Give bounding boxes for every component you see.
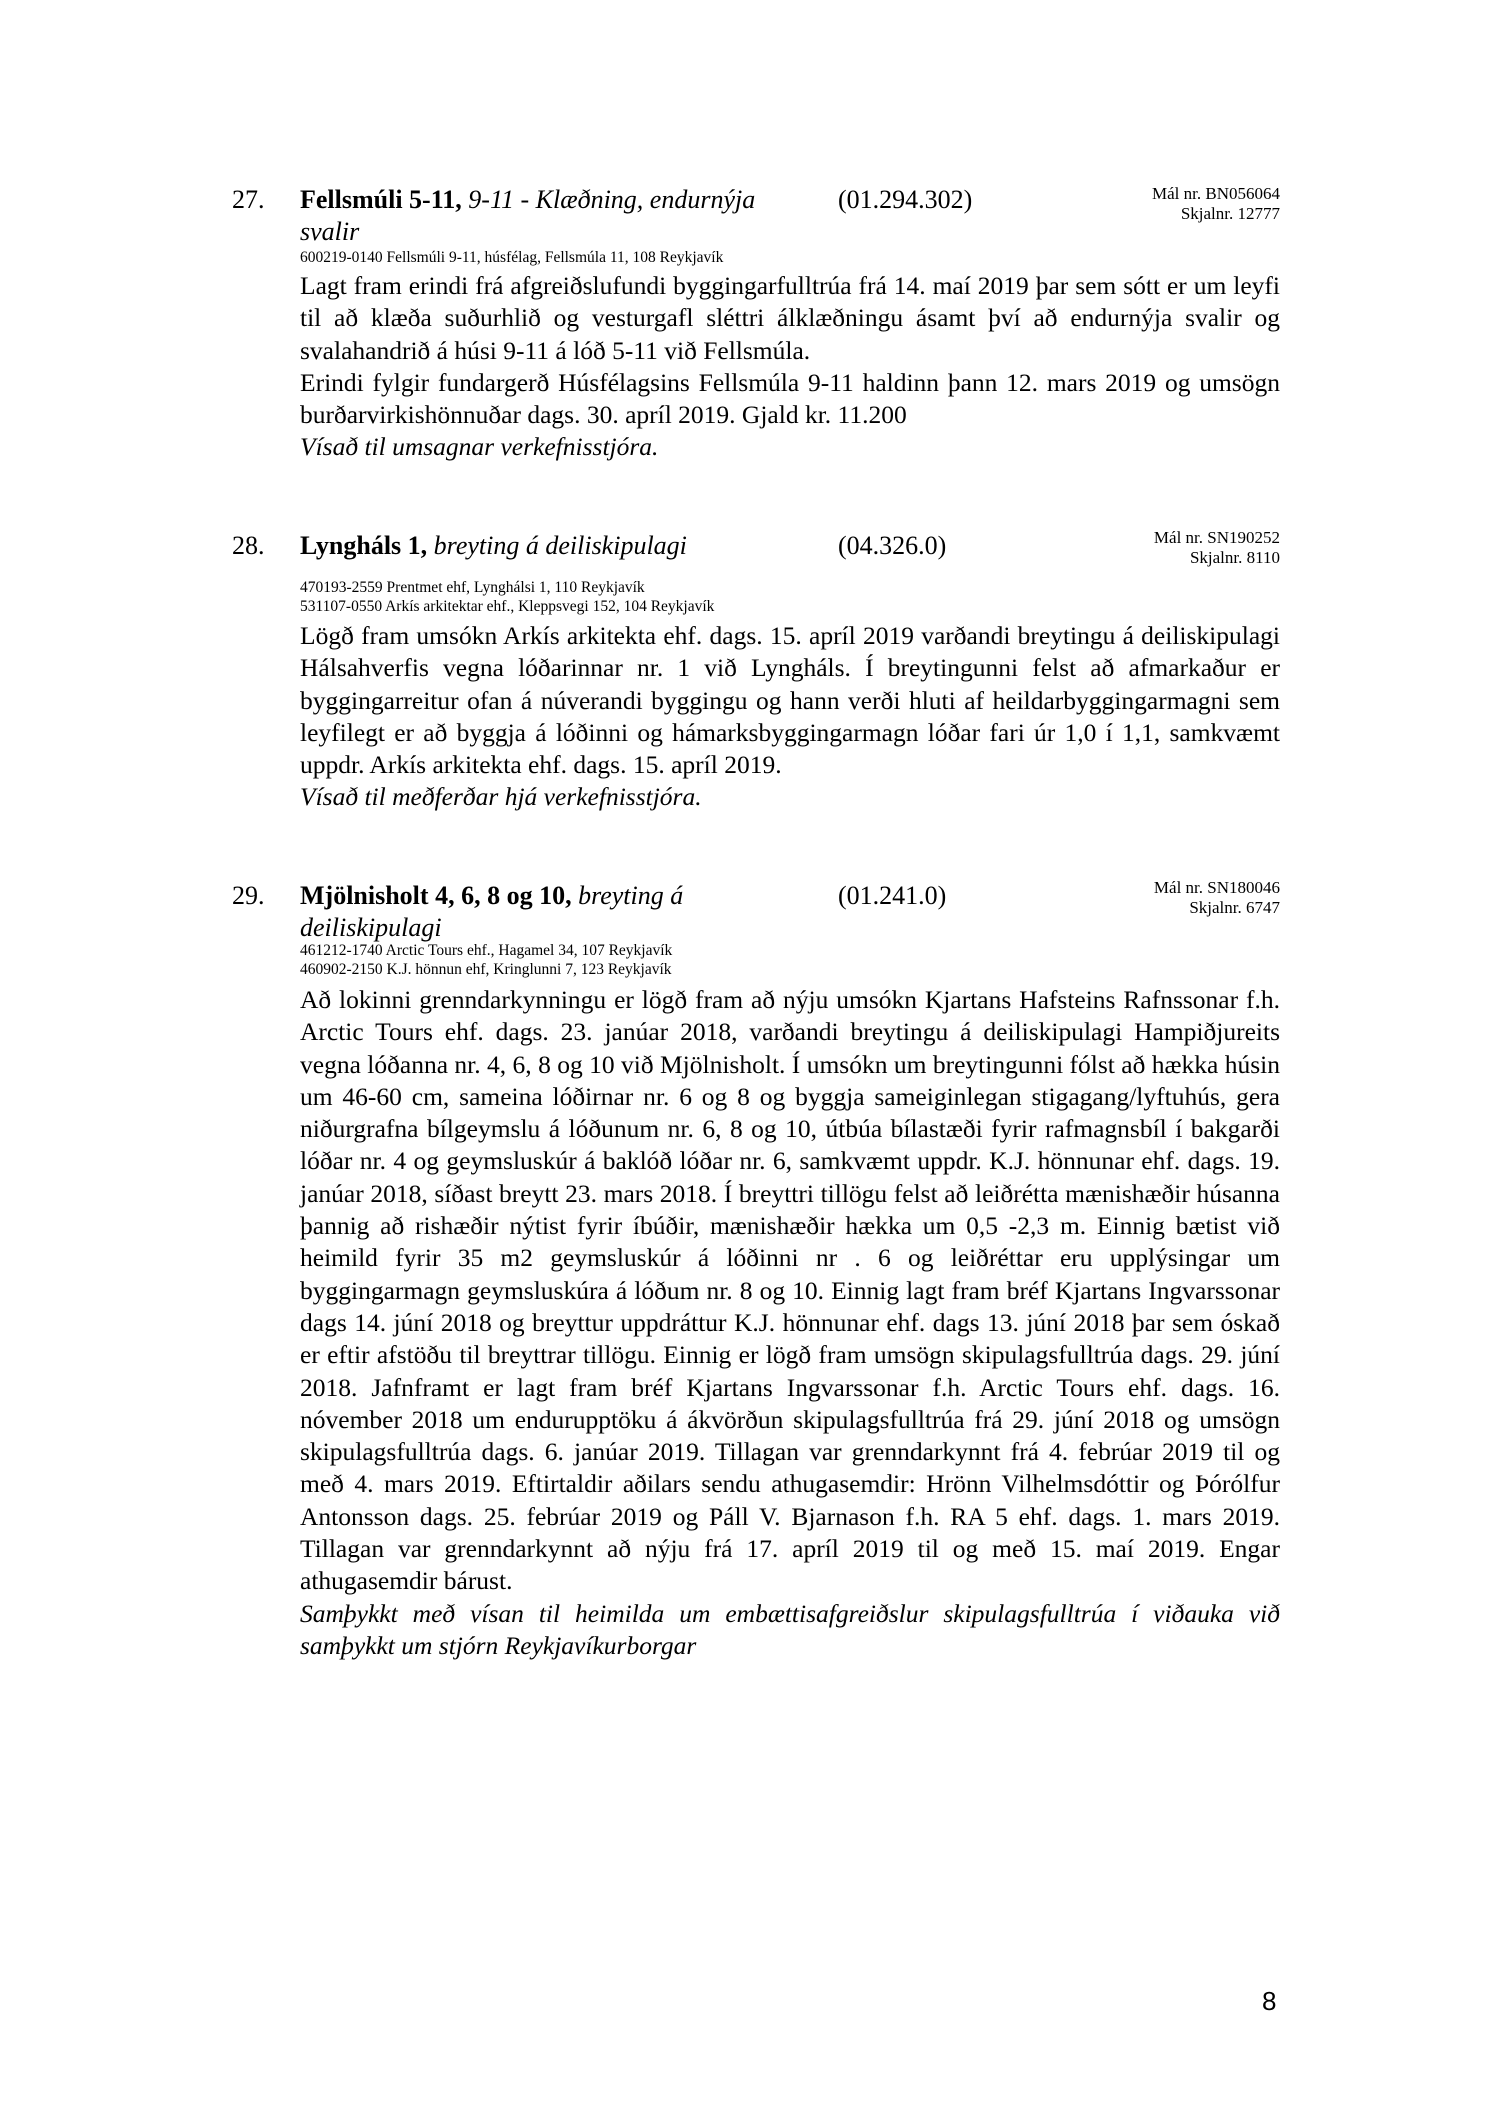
document-number: Skjalnr. 8110: [1189, 548, 1280, 567]
item-subject: breyting á deiliskipulagi: [300, 881, 684, 942]
item-body: [300, 620, 1280, 814]
item-body: [300, 984, 1280, 1662]
item-number: 28.: [232, 531, 265, 560]
case-number: Mál nr. BN056064: [1152, 184, 1280, 203]
applicant: 461212-1740 Arctic Tours ehf., Hagamel 34, 107 Reykjavík: [300, 942, 673, 959]
item-address: Lyngháls 1,: [300, 531, 428, 560]
applicant-list: [300, 248, 723, 267]
decision-text: Samþykkt með vísan til heimilda um embættisafgreiðslur skipulagsfulltrúa í viðauka við samþykkt um stjórn Reykjavíkurborgar: [300, 1598, 1280, 1660]
item-subject: 9-11 - Klæðning, endurnýja svalir: [300, 185, 756, 246]
case-number: Mál nr. SN180046: [1153, 878, 1280, 897]
case-reference: [1152, 184, 1280, 224]
item-number: 27.: [232, 185, 265, 214]
item-subject: breyting á deiliskipulagi: [427, 531, 687, 560]
case-number: Mál nr. SN190252: [1153, 528, 1280, 547]
land-code: (04.326.0): [838, 531, 947, 560]
applicant-list: [300, 578, 714, 616]
item-title: [300, 530, 800, 562]
case-reference: [1154, 528, 1280, 568]
document-number: Skjalnr. 6747: [1189, 898, 1280, 917]
item-number: 29.: [232, 881, 265, 910]
decision-text: Vísað til meðferðar hjá verkefnisstjóra.: [300, 782, 702, 812]
body-paragraph: Að lokinni grenndarkynningu er lögð fram að nýju umsókn Kjartans Hafsteins Rafnssonar f.h. Arctic Tours ehf. dags. 23. janúar 2018, varðandi breytingu á deiliskipulagi Hampiðjureits vegna lóðanna nr. 4, 6, 8 og 10 við Mjölnisholt. Í umsókn um breytingunni fólst að hækka húsin um 46-60 cm, sameina lóðirnar nr. 6 og 8 og byggja sameiginlegan stigagang/lyftuhús, gera niðurgrafna bílgeymslu á lóðunum nr. 6, 8 og 10, útbúa bílastæði fyrir rafmagnsbíl í bakgarði lóðar nr. 4 og geymsluskúr á baklóð lóðar nr. 6, samkvæmt uppdr. K.J. hönnunar ehf. dags. 19. janúar 2018, síðast breytt 23. mars 2018. Í breyttri tillögu felst að leiðrétta mænishæðir húsanna þannig að rishæðir nýtist fyrir íbúðir, mænishæðir hækka um 0,5 -2,3 m. Einnig bætist við heimild fyrir 35 m2 geymsluskúr á lóðinni nr . 6 og leiðréttar eru upplýsingar um byggingarmagn geymsluskúra á lóðum nr. 8 og 10. Einnig lagt fram bréf Kjartans Ingvarssonar dags 14. júní 2018 og breyttur uppdráttur K.J. hönnunar ehf. dags 13. júní 2018 þar sem óskað er eftir afstöðu til breyttrar tillögu. Einnig er lögð fram umsögn skipulagsfulltrúa dags. 29. júní 2018. Jafnframt er lagt fram bréf Kjartans Ingvarssonar f.h. Arctic Tours ehf. dags. 16. nóvember 2018 um endurupptöku á ákvörðun skipulagsfulltrúa frá 29. júní 2018 og umsögn skipulagsfulltrúa dags. 6. janúar 2019. Tillagan var grenndarkynnt frá 4. febrúar 2019 til og með 4. mars 2019. Eftirtaldir aðilars sendu athugasemdir: Hrönn Vilhelmsdóttir og Þórólfur Antonsson dags. 25. febrúar 2019 og Páll V. Bjarnason f.h. RA 5 ehf. dags. 1. mars 2019. Tillagan var grenndarkynnt að nýju frá 17. apríl 2019 til og með 15. maí 2019. Engar athugasemdir bárust.: [300, 985, 1280, 1596]
item-title: [300, 880, 720, 944]
body-paragraph: Erindi fylgir fundargerð Húsfélagsins Fellsmúla 9-11 haldinn þann 12. mars 2019 og umsögn burðarvirkishönnuðar dags. 30. apríl 2019. Gjald kr. 11.200: [300, 367, 1280, 430]
item-address: Fellsmúli 5-11,: [300, 185, 462, 214]
body-paragraph: Lagt fram erindi frá afgreiðslufundi byggingarfulltrúa frá 14. maí 2019 þar sem sótt er um leyfi til að klæða suðurhlið og vesturgafl sléttri álklæðningu ásamt því að endurnýja svalir og svalahandrið á húsi 9-11 á lóð 5-11 við Fellsmúla.: [300, 271, 1280, 365]
item-address: Mjölnisholt 4, 6, 8 og 10,: [300, 881, 572, 910]
decision-text: Vísað til umsagnar verkefnisstjóra.: [300, 432, 659, 462]
land-code: (01.294.302): [838, 185, 973, 214]
applicant-list: [300, 941, 672, 979]
item-body: [300, 270, 1280, 464]
applicant: 600219-0140 Fellsmúli 9-11, húsfélag, Fellsmúla 11, 108 Reykjavík: [300, 249, 724, 266]
page-number: 8: [1262, 1986, 1277, 2016]
land-code: (01.241.0): [838, 881, 947, 910]
case-reference: [1154, 878, 1280, 918]
applicant: 531107-0550 Arkís arkitektar ehf., Kleppsvegi 152, 104 Reykjavík: [300, 598, 715, 615]
applicant: 460902-2150 K.J. hönnun ehf, Kringlunni 7, 123 Reykjavík: [300, 961, 672, 978]
item-title: [300, 184, 800, 248]
applicant: 470193-2559 Prentmet ehf, Lynghálsi 1, 110 Reykjavík: [300, 579, 645, 596]
document-number: Skjalnr. 12777: [1180, 204, 1280, 223]
body-paragraph: Lögð fram umsókn Arkís arkitekta ehf. dags. 15. apríl 2019 varðandi breytingu á deiliskipulagi Hálsahverfis vegna lóðarinnar nr. 1 við Lyngháls. Í breytingunni felst að afmarkaður er byggingarreitur ofan á núverandi byggingu og hann verði hluti af heildarbyggingarmagni sem leyfilegt er að byggja á lóðinni og hámarksbyggingarmagn lóðar fari úr 1,0 í 1,1, samkvæmt uppdr. Arkís arkitekta ehf. dags. 15. apríl 2019.: [300, 621, 1280, 780]
